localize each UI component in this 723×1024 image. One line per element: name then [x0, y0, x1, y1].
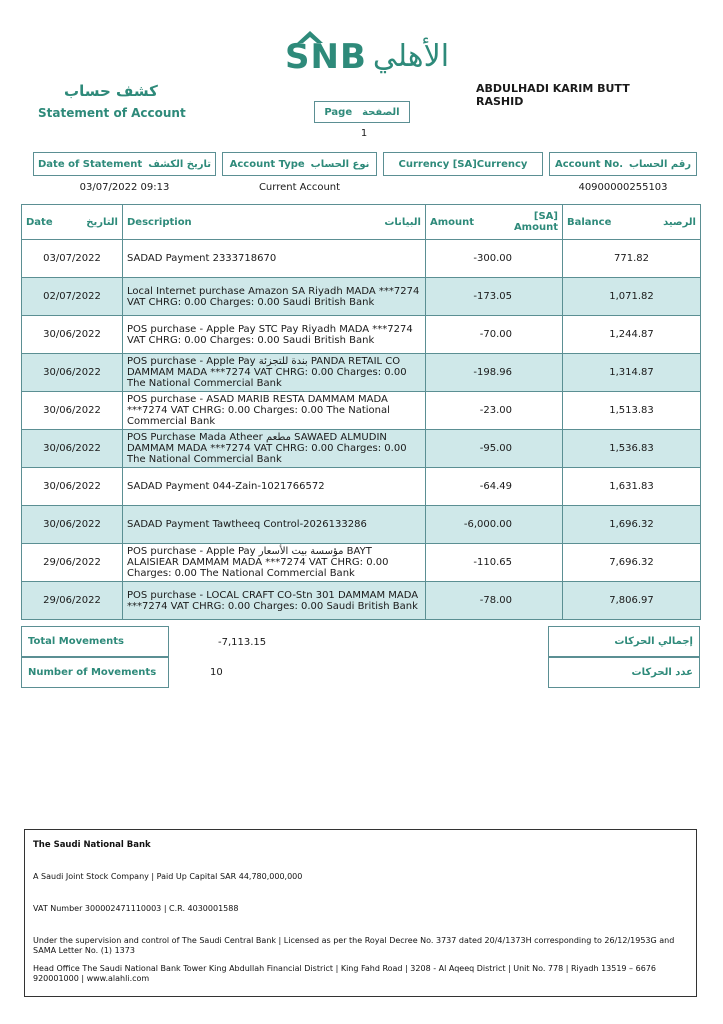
row-amount: -78.00: [426, 582, 563, 620]
statement-title-ar: كشف حساب: [64, 82, 158, 100]
date-of-statement-header: [33, 152, 216, 176]
logo-text-en: SNB: [285, 40, 367, 74]
row-amount: -95.00: [426, 430, 563, 468]
logo-text-ar: الأهلي: [372, 39, 450, 74]
statement-date-value: 03/07/2022 09:13: [79, 182, 170, 193]
table-header-row: [22, 205, 701, 240]
acct-label-en: Account No.: [554, 158, 623, 170]
row-description: SADAD Payment Tawtheeq Control-2026133286: [123, 506, 426, 544]
type-label-en: Account Type: [229, 158, 305, 170]
row-balance: 1,696.32: [563, 506, 701, 544]
page-number: 1: [360, 128, 368, 139]
date-column-header: Date التاريخ: [22, 205, 123, 240]
account-type-value: Current Account: [258, 182, 341, 193]
date-label-en: Date of Statement: [38, 158, 143, 170]
account-number-header: [549, 152, 697, 176]
row-balance: 1,631.83: [563, 468, 701, 506]
total-movements-label-ar: إجمالي الحركات: [548, 626, 700, 657]
row-date: 29/06/2022: [22, 582, 123, 620]
footer-company-info: A Saudi Joint Stock Company | Paid Up Capital SAR 44,780,000,000: [33, 872, 303, 881]
row-amount: -70.00: [426, 316, 563, 354]
row-description: POS purchase - Apple Pay STC Pay Riyadh MADA ***7274 VAT CHRG: 0.00 Charges: 0.00 Saudi British Bank: [123, 316, 426, 354]
row-amount: -300.00: [426, 240, 563, 278]
row-description: POS purchase - Apple Pay بندة للتجزئة PANDA RETAIL CO DAMMAM MADA ***7274 VAT CHRG: 0.00 Charges: 0.00 The National Commercial Bank: [123, 354, 426, 392]
row-balance: 7,696.32: [563, 544, 701, 582]
row-balance: 1,536.83: [563, 430, 701, 468]
table-row: [22, 582, 701, 620]
row-date: 03/07/2022: [22, 240, 123, 278]
table-row: [22, 240, 701, 278]
row-amount: -23.00: [426, 392, 563, 430]
row-amount: -110.65: [426, 544, 563, 582]
table-row: [22, 468, 701, 506]
row-date: 30/06/2022: [22, 506, 123, 544]
row-description: POS purchase - LOCAL CRAFT CO-Stn 301 DAMMAM MADA ***7274 VAT CHRG: 0.00 Charges: 0.00 Saudi British Bank: [123, 582, 426, 620]
row-date: 30/06/2022: [22, 468, 123, 506]
row-date: 30/06/2022: [22, 316, 123, 354]
row-date: 30/06/2022: [22, 392, 123, 430]
customer-name: ABDULHADI KARIM BUTT RASHID: [476, 82, 630, 108]
balance-column-header: Balance الرصيد: [563, 205, 701, 240]
row-description: Local Internet purchase Amazon SA Riyadh MADA ***7274 VAT CHRG: 0.00 Charges: 0.00 Saudi British Bank: [123, 278, 426, 316]
number-of-movements-label-ar: عدد الحركات: [548, 657, 700, 688]
number-of-movements-label: Number of Movements: [21, 657, 169, 688]
row-amount: -64.49: [426, 468, 563, 506]
row-balance: 7,806.97: [563, 582, 701, 620]
row-description: SADAD Payment 044-Zain-1021766572: [123, 468, 426, 506]
transactions-table: [21, 204, 701, 620]
row-description: SADAD Payment 2333718670: [123, 240, 426, 278]
row-balance: 1,513.83: [563, 392, 701, 430]
total-movements-label: Total Movements: [21, 626, 169, 657]
row-balance: 1,314.87: [563, 354, 701, 392]
page-label-box: [314, 101, 410, 123]
statement-title-en: Statement of Account: [38, 106, 186, 120]
account-type-header: [222, 152, 377, 176]
currency-label: Currency [SA]Currency: [398, 158, 528, 170]
row-amount: -6,000.00: [426, 506, 563, 544]
row-balance: 771.82: [563, 240, 701, 278]
row-amount: -173.05: [426, 278, 563, 316]
logo-leaf-icon: [295, 30, 325, 44]
table-row: [22, 544, 701, 582]
row-amount: -198.96: [426, 354, 563, 392]
page-label-en: Page: [324, 106, 353, 118]
row-description: POS Purchase Mada Atheer مطعم SAWAED ALMUDIN DAMMAM MADA ***7274 VAT CHRG: 0.00 Charges: 0.00 The National Commercial Bank: [123, 430, 426, 468]
snb-logo: [285, 28, 450, 77]
table-row: [22, 392, 701, 430]
table-row: [22, 354, 701, 392]
footer-supervision-info: Under the supervision and control of The Saudi Central Bank | Licensed as per the Royal Decree No. 3737 dated 20/4/1373H corresponding to 26/12/1953G and SAMA Letter No. (1) 1373: [33, 936, 675, 955]
table-row: [22, 316, 701, 354]
footer-address: Head Office The Saudi National Bank Tower King Abdullah Financial District | King Fahd Road | 3208 - Al Aqeeq District | Unit No. 778 | Riyadh 13519 – 6676: [33, 964, 656, 973]
number-of-movements-value: 10: [210, 667, 223, 678]
row-description: POS purchase - Apple Pay مؤسسة بيت الأسعار BAYT ALAISIEAR DAMMAM MADA ***7274 VAT CHRG: 0.00 Charges: 0.00 The National Commercial Bank: [123, 544, 426, 582]
row-date: 30/06/2022: [22, 430, 123, 468]
footer-contact: 920001000 | www.alahli.com: [33, 974, 150, 983]
acct-label-ar: رقم الحساب: [629, 158, 691, 170]
row-description: POS purchase - ASAD MARIB RESTA DAMMAM MADA ***7274 VAT CHRG: 0.00 Charges: 0.00 The National Commercial Bank: [123, 392, 426, 430]
description-column-header: Description البيانات: [123, 205, 426, 240]
page-label-ar: الصفحة: [362, 106, 400, 118]
row-date: 29/06/2022: [22, 544, 123, 582]
total-movements-value: -7,113.15: [218, 637, 267, 648]
footer-vat-info: VAT Number 300002471110003 | C.R. 4030001588: [33, 904, 239, 913]
currency-header: [383, 152, 543, 176]
table-row: [22, 430, 701, 468]
amount-column-header: Amount [SA] Amount: [426, 205, 563, 240]
row-date: 02/07/2022: [22, 278, 123, 316]
row-balance: 1,071.82: [563, 278, 701, 316]
table-row: [22, 506, 701, 544]
date-label-ar: تاريخ الكشف: [148, 158, 211, 170]
bank-footer: [24, 829, 697, 997]
row-balance: 1,244.87: [563, 316, 701, 354]
account-number-value: 40900000255103: [578, 182, 668, 193]
type-label-ar: نوع الحساب: [310, 158, 370, 170]
row-date: 30/06/2022: [22, 354, 123, 392]
footer-bank-name: The Saudi National Bank: [33, 840, 151, 850]
table-row: [22, 278, 701, 316]
